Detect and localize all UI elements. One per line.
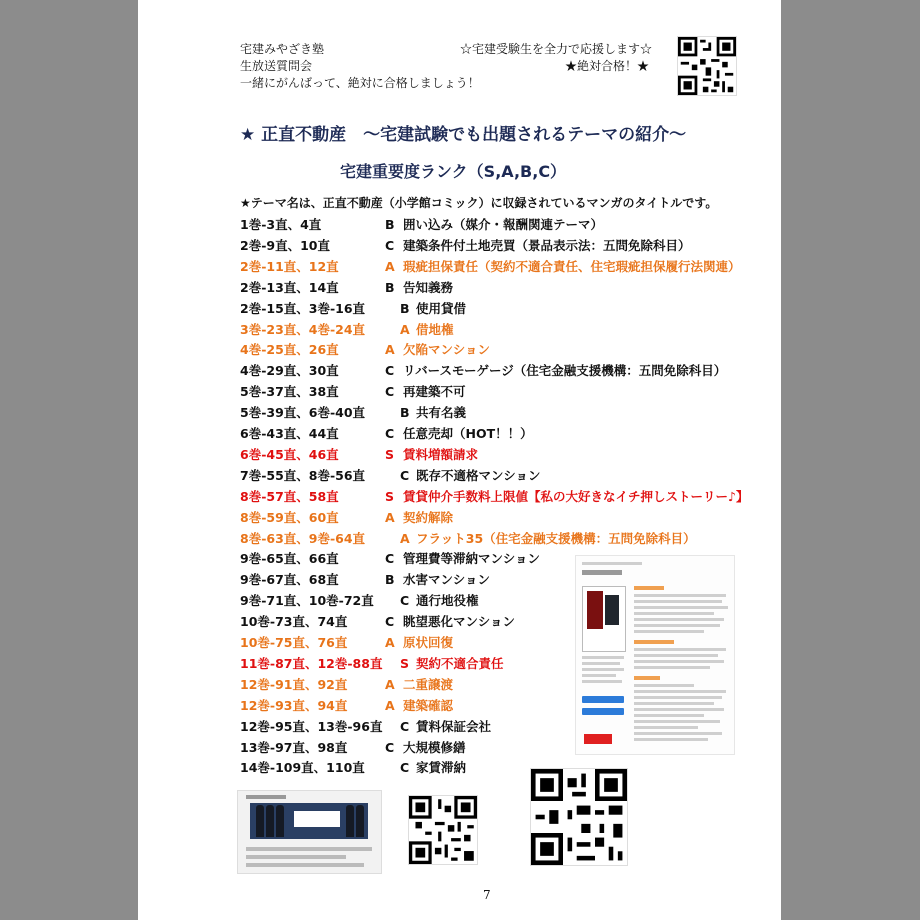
theme-rank: C bbox=[385, 237, 395, 253]
theme-rank: B bbox=[400, 405, 410, 421]
intro-text: ★テーマ名は、正直不動産（小学館コミック）に収録されているマンガのタイトルです。 bbox=[240, 196, 718, 210]
theme-rank: A bbox=[400, 530, 410, 546]
theme-episode: 10巻-73直、74直 bbox=[240, 614, 348, 630]
theme-episode: 4巻-29直、30直 bbox=[240, 363, 339, 379]
header-program: 生放送質問会 bbox=[240, 59, 313, 73]
theme-rank: C bbox=[400, 593, 410, 609]
qr-code-header[interactable] bbox=[677, 36, 737, 96]
theme-episode: 1巻-3直、4直 bbox=[240, 217, 322, 232]
theme-episode: 3巻-23直、4巻-24直 bbox=[240, 321, 366, 337]
theme-rank: C bbox=[385, 384, 395, 400]
theme-rank: C bbox=[400, 718, 410, 734]
book-preview-button[interactable] bbox=[582, 708, 624, 715]
theme-rank: C bbox=[400, 467, 410, 483]
theme-name: 大規模修繕 bbox=[403, 739, 466, 755]
header-slogan-2: ★絶対合格！★ bbox=[565, 59, 650, 73]
theme-name: 契約解除 bbox=[403, 509, 454, 525]
theme-episode: 11巻-87直、12巻-88直 bbox=[240, 655, 383, 671]
theme-rank: A bbox=[385, 635, 395, 650]
theme-name: 契約不適合責任 bbox=[416, 655, 504, 671]
theme-name: 建築確認 bbox=[403, 697, 454, 713]
theme-episode: 8巻-57直、58直 bbox=[240, 488, 339, 504]
theme-rank: C bbox=[385, 614, 395, 630]
theme-name: 建築条件付土地売買（景品表示法：五問免除科目） bbox=[403, 237, 691, 253]
theme-episode: 9巻-67直、68直 bbox=[240, 572, 339, 588]
theme-episode: 9巻-65直、66直 bbox=[240, 551, 339, 567]
theme-name: 告知義務 bbox=[403, 279, 454, 295]
publisher-logo bbox=[584, 734, 612, 744]
book-cover-image bbox=[582, 586, 626, 652]
qr-code-book[interactable] bbox=[530, 768, 628, 866]
theme-episode: 2巻-15直、3巻-16直 bbox=[240, 300, 366, 316]
header-encourage: 一緒にがんばって、絶対に合格しましょう！ bbox=[240, 76, 480, 90]
theme-name: 既存不適格マンション bbox=[416, 467, 541, 483]
theme-name: 原状回復 bbox=[403, 635, 454, 650]
theme-name: 共有名義 bbox=[416, 405, 467, 421]
theme-rank: S bbox=[400, 655, 410, 671]
theme-episode: 2巻-13直、14直 bbox=[240, 279, 339, 295]
page-number: 7 bbox=[483, 888, 491, 902]
theme-rank: C bbox=[385, 363, 395, 379]
theme-name: 再建築不可 bbox=[403, 384, 466, 400]
theme-episode: 14巻-109直、110直 bbox=[240, 760, 365, 776]
theme-rank: A bbox=[400, 321, 410, 337]
theme-name: 囲い込み（媒介・報酬関連テーマ） bbox=[403, 217, 604, 232]
theme-name: フラット35（住宅金融支援機構：五問免除科目） bbox=[416, 530, 696, 546]
theme-rank: S bbox=[385, 488, 395, 504]
theme-name: 賃料増額請求 bbox=[403, 446, 479, 462]
theme-name: 賃料保証会社 bbox=[416, 718, 492, 734]
theme-rank: A bbox=[385, 509, 395, 525]
theme-episode: 8巻-63直、9巻-64直 bbox=[240, 530, 366, 546]
theme-episode: 9巻-71直、10巻-72直 bbox=[240, 593, 374, 609]
theme-episode: 5巻-37直、38直 bbox=[240, 384, 339, 400]
theme-episode: 5巻-39直、6巻-40直 bbox=[240, 405, 366, 421]
theme-episode: 10巻-75直、76直 bbox=[240, 635, 348, 650]
theme-rank: B bbox=[400, 300, 410, 316]
theme-name: 家賃滞納 bbox=[416, 760, 467, 776]
theme-episode: 13巻-97直、98直 bbox=[240, 739, 348, 755]
theme-episode: 6巻-45直、46直 bbox=[240, 446, 339, 462]
drama-video-thumbnail[interactable] bbox=[237, 790, 382, 874]
theme-episode: 12巻-91直、92直 bbox=[240, 676, 348, 692]
theme-name: 水害マンション bbox=[403, 572, 490, 588]
book-listing-thumbnail[interactable] bbox=[575, 555, 735, 755]
header-slogan-1: ☆宅建受験生を全力で応援します☆ bbox=[460, 42, 653, 56]
theme-name: 欠陥マンション bbox=[403, 342, 490, 358]
theme-name: リバースモーゲージ（住宅金融支援機構：五問免除科目） bbox=[403, 363, 727, 379]
theme-name: 借地権 bbox=[416, 321, 454, 337]
qr-code-icon bbox=[531, 769, 627, 865]
theme-name: 賃貸仲介手数料上限値【私の大好きなイチ押しストーリー♪】 bbox=[403, 488, 749, 504]
theme-name: 二重譲渡 bbox=[403, 676, 454, 692]
theme-rank: C bbox=[385, 426, 395, 441]
theme-name: 眺望悪化マンション bbox=[403, 614, 515, 630]
theme-rank: B bbox=[385, 572, 395, 588]
theme-episode: 6巻-43直、44直 bbox=[240, 426, 339, 441]
theme-episode: 12巻-93直、94直 bbox=[240, 697, 348, 713]
theme-rank: S bbox=[385, 446, 395, 462]
theme-name: 管理費等滞納マンション bbox=[403, 551, 540, 567]
theme-rank: A bbox=[385, 342, 395, 358]
theme-rank: A bbox=[385, 697, 395, 713]
theme-name: 使用貸借 bbox=[416, 300, 467, 316]
theme-episode: 2巻-9直、10直 bbox=[240, 237, 330, 253]
page-title: ★ 正直不動産 ～宅建試験でも出題されるテーマの紹介～ bbox=[240, 125, 687, 145]
theme-rank: C bbox=[385, 739, 395, 755]
theme-name: 任意売却（HOT！！） bbox=[403, 426, 533, 441]
qr-code-icon bbox=[409, 796, 477, 864]
theme-name: 通行地役権 bbox=[416, 593, 479, 609]
theme-episode: 4巻-25直、26直 bbox=[240, 342, 339, 358]
theme-episode: 8巻-59直、60直 bbox=[240, 509, 339, 525]
theme-rank: A bbox=[385, 676, 395, 692]
theme-rank: A bbox=[385, 258, 395, 274]
theme-rank: B bbox=[385, 217, 395, 232]
theme-episode: 7巻-55直、8巻-56直 bbox=[240, 467, 366, 483]
theme-rank: C bbox=[400, 760, 410, 776]
theme-rank: B bbox=[385, 279, 395, 295]
qr-code-video[interactable] bbox=[408, 795, 478, 865]
rank-title: 宅建重要度ランク（S,A,B,C） bbox=[340, 162, 567, 181]
theme-episode: 2巻-11直、12直 bbox=[240, 258, 339, 274]
theme-episode: 12巻-95直、13巻-96直 bbox=[240, 718, 383, 734]
drama-banner-image bbox=[250, 803, 368, 839]
theme-rank: C bbox=[385, 551, 395, 567]
qr-code-icon bbox=[678, 37, 736, 95]
book-buy-button[interactable] bbox=[582, 696, 624, 703]
header-school: 宅建みやざき塾 bbox=[240, 42, 325, 56]
theme-name: 瑕疵担保責任（契約不適合責任、住宅瑕疵担保履行法関連） bbox=[403, 258, 741, 274]
